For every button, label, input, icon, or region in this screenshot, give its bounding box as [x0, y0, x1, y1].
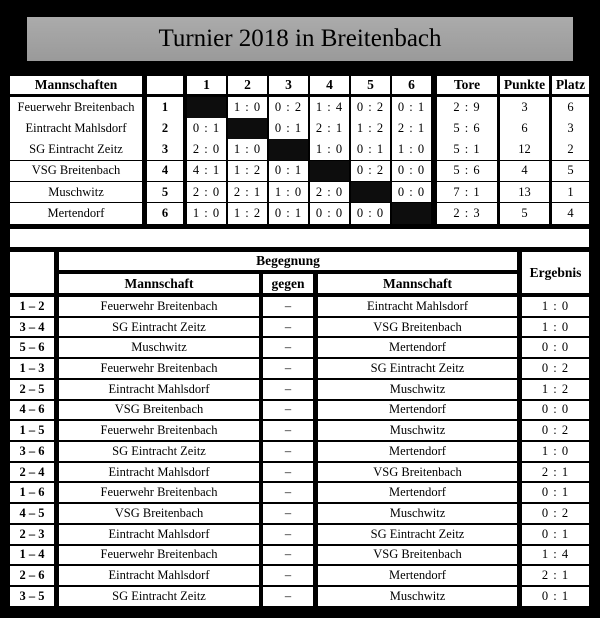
match-result: 2 : 1	[522, 463, 589, 482]
result-cell: 1 : 0	[187, 203, 226, 224]
match-separator: –	[263, 483, 313, 502]
result-cell: 2 : 0	[187, 139, 226, 160]
result-cell: 2 : 1	[310, 118, 349, 139]
points-cell: 12	[500, 139, 549, 160]
match-away-team: VSG Breitenbach	[318, 463, 517, 482]
match-away-team: Muschwitz	[318, 587, 517, 606]
match-away-team: SG Eintracht Zeitz	[318, 359, 517, 378]
match-home-team: Eintracht Mahlsdorf	[59, 463, 259, 482]
team-name: Muschwitz	[10, 182, 142, 203]
match-result: 1 : 0	[522, 442, 589, 461]
team-number: 6	[147, 203, 183, 224]
goals-cell: 5 : 6	[437, 161, 497, 182]
result-cell: 2 : 1	[228, 182, 267, 203]
match-result: 1 : 0	[522, 297, 589, 316]
match-separator: –	[263, 504, 313, 523]
page-title: Turnier 2018 in Breitenbach	[27, 17, 573, 61]
points-cell: 13	[500, 182, 549, 203]
points-cell: 4	[500, 161, 549, 182]
match-away-team: SG Eintracht Zeitz	[318, 525, 517, 544]
result-cell: 0 : 2	[269, 97, 308, 118]
place-cell: 2	[552, 139, 589, 160]
match-separator: –	[263, 566, 313, 585]
header-mannschaft-away: Mannschaft	[318, 274, 517, 293]
result-cell: 2 : 0	[187, 182, 226, 203]
team-number: 1	[147, 97, 183, 118]
team-name: Feuerwehr Breitenbach	[10, 97, 142, 118]
team-name: SG Eintracht Zeitz	[10, 139, 142, 160]
header-blank	[147, 76, 183, 94]
result-cell: 1 : 4	[310, 97, 349, 118]
match-pair: 2 – 4	[10, 463, 54, 482]
match-separator: –	[263, 525, 313, 544]
place-cell: 3	[552, 118, 589, 139]
match-home-team: Feuerwehr Breitenbach	[59, 421, 259, 440]
match-separator: –	[263, 297, 313, 316]
header-begegnung: Begegnung	[59, 252, 517, 270]
header-punkte: Punkte	[500, 76, 549, 94]
result-cell: 1 : 0	[269, 182, 308, 203]
team-number: 2	[147, 118, 183, 139]
separator-band	[10, 229, 589, 247]
team-name: Mertendorf	[10, 203, 142, 224]
diagonal-cell	[310, 161, 349, 182]
result-cell: 0 : 1	[269, 203, 308, 224]
match-home-team: Feuerwehr Breitenbach	[59, 546, 259, 565]
match-separator: –	[263, 401, 313, 420]
match-away-team: Mertendorf	[318, 338, 517, 357]
diagonal-cell	[187, 97, 226, 118]
header-col-1: 1	[187, 76, 226, 94]
header-tore: Tore	[437, 76, 497, 94]
match-result: 1 : 4	[522, 546, 589, 565]
match-separator: –	[263, 463, 313, 482]
match-home-team: Eintracht Mahlsdorf	[59, 380, 259, 399]
result-cell: 0 : 1	[187, 118, 226, 139]
match-home-team: Feuerwehr Breitenbach	[59, 359, 259, 378]
points-cell: 3	[500, 97, 549, 118]
result-cell: 1 : 2	[228, 203, 267, 224]
team-number: 4	[147, 161, 183, 182]
result-cell: 0 : 0	[392, 182, 431, 203]
match-result: 0 : 1	[522, 483, 589, 502]
match-home-team: SG Eintracht Zeitz	[59, 318, 259, 337]
match-pair: 1 – 4	[10, 546, 54, 565]
match-result: 0 : 2	[522, 359, 589, 378]
match-pair: 3 – 5	[10, 587, 54, 606]
match-away-team: Muschwitz	[318, 421, 517, 440]
match-home-team: VSG Breitenbach	[59, 401, 259, 420]
match-pair: 2 – 3	[10, 525, 54, 544]
team-number: 3	[147, 139, 183, 160]
result-cell: 0 : 1	[351, 139, 390, 160]
match-away-team: VSG Breitenbach	[318, 318, 517, 337]
match-home-team: SG Eintracht Zeitz	[59, 442, 259, 461]
match-home-team: Eintracht Mahlsdorf	[59, 525, 259, 544]
goals-cell: 5 : 1	[437, 139, 497, 160]
place-cell: 4	[552, 203, 589, 224]
header-col-4: 4	[310, 76, 349, 94]
goals-cell: 2 : 9	[437, 97, 497, 118]
diagonal-cell	[228, 118, 267, 139]
diagonal-cell	[351, 182, 390, 203]
match-away-team: Mertendorf	[318, 401, 517, 420]
match-separator: –	[263, 380, 313, 399]
result-cell: 0 : 0	[351, 203, 390, 224]
match-home-team: Feuerwehr Breitenbach	[59, 297, 259, 316]
match-away-team: Eintracht Mahlsdorf	[318, 297, 517, 316]
match-away-team: VSG Breitenbach	[318, 546, 517, 565]
match-pair: 1 – 6	[10, 483, 54, 502]
match-away-team: Mertendorf	[318, 566, 517, 585]
match-pair: 1 – 3	[10, 359, 54, 378]
match-home-team: VSG Breitenbach	[59, 504, 259, 523]
team-number: 5	[147, 182, 183, 203]
match-home-team: Eintracht Mahlsdorf	[59, 566, 259, 585]
match-separator: –	[263, 338, 313, 357]
match-result: 2 : 1	[522, 566, 589, 585]
match-separator: –	[263, 421, 313, 440]
result-cell: 0 : 0	[310, 203, 349, 224]
match-result: 0 : 0	[522, 401, 589, 420]
match-result: 0 : 2	[522, 504, 589, 523]
match-separator: –	[263, 587, 313, 606]
match-separator: –	[263, 546, 313, 565]
match-result: 0 : 0	[522, 338, 589, 357]
diagonal-cell	[269, 139, 308, 160]
match-away-team: Muschwitz	[318, 380, 517, 399]
header-col-3: 3	[269, 76, 308, 94]
header-mannschaft-home: Mannschaft	[59, 274, 259, 293]
result-cell: 0 : 2	[351, 97, 390, 118]
header-platz: Platz	[552, 76, 589, 94]
match-pair: 3 – 6	[10, 442, 54, 461]
match-pair: 2 – 5	[10, 380, 54, 399]
match-separator: –	[263, 318, 313, 337]
header-col-5: 5	[351, 76, 390, 94]
match-result: 0 : 2	[522, 421, 589, 440]
points-cell: 6	[500, 118, 549, 139]
result-cell: 2 : 1	[392, 118, 431, 139]
match-away-team: Mertendorf	[318, 483, 517, 502]
result-cell: 0 : 2	[351, 161, 390, 182]
result-cell: 1 : 2	[228, 161, 267, 182]
result-cell: 0 : 0	[392, 161, 431, 182]
result-cell: 0 : 1	[392, 97, 431, 118]
place-cell: 1	[552, 182, 589, 203]
diagonal-cell	[392, 203, 431, 224]
result-cell: 2 : 0	[310, 182, 349, 203]
match-home-team: Feuerwehr Breitenbach	[59, 483, 259, 502]
place-cell: 6	[552, 97, 589, 118]
place-cell: 5	[552, 161, 589, 182]
match-result: 0 : 1	[522, 587, 589, 606]
match-away-team: Muschwitz	[318, 504, 517, 523]
match-home-team: Muschwitz	[59, 338, 259, 357]
match-pair: 4 – 6	[10, 401, 54, 420]
match-result: 1 : 2	[522, 380, 589, 399]
match-pair: 5 – 6	[10, 338, 54, 357]
match-pair: 1 – 2	[10, 297, 54, 316]
team-name: Eintracht Mahlsdorf	[10, 118, 142, 139]
match-pair: 2 – 6	[10, 566, 54, 585]
result-cell: 1 : 2	[351, 118, 390, 139]
result-cell: 4 : 1	[187, 161, 226, 182]
goals-cell: 5 : 6	[437, 118, 497, 139]
match-result: 0 : 1	[522, 525, 589, 544]
match-pair: 1 – 5	[10, 421, 54, 440]
header-gegen: gegen	[263, 274, 313, 293]
points-cell: 5	[500, 203, 549, 224]
goals-cell: 2 : 3	[437, 203, 497, 224]
match-away-team: Mertendorf	[318, 442, 517, 461]
match-separator: –	[263, 359, 313, 378]
match-pair: 4 – 5	[10, 504, 54, 523]
header-col-2: 2	[228, 76, 267, 94]
result-cell: 1 : 0	[228, 139, 267, 160]
match-home-team: SG Eintracht Zeitz	[59, 587, 259, 606]
result-cell: 1 : 0	[228, 97, 267, 118]
team-name: VSG Breitenbach	[10, 161, 142, 182]
match-header-blank	[10, 252, 54, 293]
header-col-6: 6	[392, 76, 431, 94]
result-cell: 0 : 1	[269, 118, 308, 139]
match-separator: –	[263, 442, 313, 461]
header-ergebnis: Ergebnis	[522, 252, 589, 293]
goals-cell: 7 : 1	[437, 182, 497, 203]
result-cell: 1 : 0	[392, 139, 431, 160]
match-pair: 3 – 4	[10, 318, 54, 337]
match-result: 1 : 0	[522, 318, 589, 337]
header-mannschaften: Mannschaften	[10, 76, 142, 94]
result-cell: 1 : 0	[310, 139, 349, 160]
result-cell: 0 : 1	[269, 161, 308, 182]
